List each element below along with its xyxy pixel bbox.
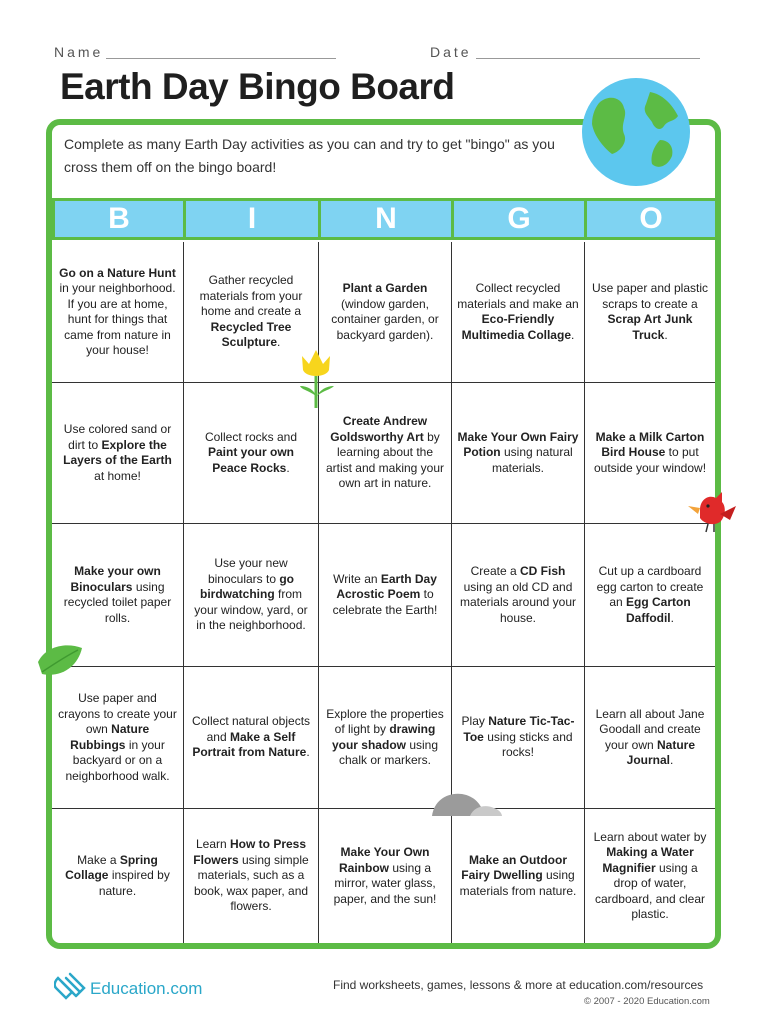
bingo-cell: [52, 667, 183, 808]
activity-detail: Collect rocks and: [204, 429, 298, 444]
copyright-text: © 2007 - 2020 Education.com: [584, 996, 710, 1007]
cell-text: [457, 430, 579, 477]
cell-text: [590, 707, 710, 769]
activity-detail: in your backyard or on a neighborhood walk.: [65, 737, 170, 783]
activity-detail: Learn: [195, 837, 230, 852]
name-field: [54, 44, 103, 60]
activity-name: CD Fish: [520, 564, 566, 578]
cell-text: [457, 714, 579, 761]
activity-detail: using recycled toilet paper rolls.: [63, 579, 172, 625]
cell-text: [189, 714, 313, 761]
cell-text: [57, 266, 178, 359]
activity-detail: Explore the properties of light by: [326, 706, 444, 736]
bingo-cell: [319, 667, 451, 808]
globe-icon: [580, 76, 692, 188]
activity-name: Make an Outdoor Fairy Dwelling: [461, 852, 567, 883]
activity-detail: .: [670, 610, 674, 625]
activity-name: Paint your own Peace Rocks: [207, 445, 294, 475]
bingo-cell: [52, 242, 183, 382]
cell-text: [590, 830, 710, 923]
activity-detail: using materials from nature.: [459, 868, 577, 898]
activity-name: Eco-Friendly Multimedia Collage: [461, 312, 571, 342]
activity-detail: Use your new binoculars to: [207, 556, 288, 586]
activity-detail: .: [286, 460, 290, 475]
cardinal-bird-icon: [686, 490, 738, 534]
bingo-cell: [585, 667, 715, 808]
leaf-icon: [36, 642, 84, 680]
activity-name: Recycled Tree Sculpture: [210, 319, 292, 350]
activity-detail: Use paper and crayons to create your own: [58, 691, 177, 736]
activity-name: Spring Collage: [65, 852, 158, 883]
rock-icon: [430, 790, 504, 818]
cell-text: [189, 556, 313, 634]
date-field: [430, 44, 472, 60]
bingo-board: [46, 119, 721, 949]
activity-name: Plant a Garden: [342, 281, 428, 295]
activity-name: Nature Rubbings: [70, 722, 150, 752]
activity-detail: Learn about water by: [593, 829, 707, 844]
cell-text: [57, 853, 178, 900]
cell-text: [189, 430, 313, 477]
bingo-cell: [452, 524, 584, 666]
bingo-cell: [319, 383, 451, 523]
activity-name: Make a Self Portrait from Nature: [192, 729, 307, 760]
bingo-grid: [52, 242, 715, 943]
bingo-cell: [452, 383, 584, 523]
letter-n: N: [321, 201, 451, 237]
cell-text: [457, 564, 579, 626]
activity-detail: Cut up a cardboard egg carton to create an: [596, 564, 704, 609]
bingo-cell: [452, 809, 584, 943]
activity-detail: by learning about the artist and making your own art in nature.: [325, 429, 445, 491]
bingo-cell: [52, 809, 183, 943]
activity-name: Egg Carton Daffodil: [625, 595, 691, 625]
education-logo[interactable]: [54, 972, 202, 1006]
activity-name: Scrap Art Junk Truck: [607, 312, 693, 342]
activity-detail: Create a: [470, 564, 520, 578]
activity-name: How to Press Flowers: [193, 837, 307, 867]
cell-text: [324, 281, 446, 343]
activity-detail: .: [306, 745, 310, 760]
activity-detail: using chalk or markers.: [338, 737, 439, 767]
activity-detail: .: [571, 327, 575, 342]
cell-text: [457, 853, 579, 900]
cell-text: [590, 430, 710, 477]
bingo-cell: [585, 809, 715, 943]
cell-text: [590, 281, 710, 343]
activity-detail: Gather recycled materials from your home and create a: [199, 273, 303, 319]
cell-text: [324, 414, 446, 492]
activity-name: Make Your Own Fairy Potion: [457, 429, 579, 460]
activity-name: drawing your shadow: [331, 722, 436, 752]
activity-detail: Make a: [77, 852, 120, 867]
bingo-cell: [52, 383, 183, 523]
activity-name: Go on a Nature Hunt: [59, 265, 176, 280]
name-line: [106, 58, 336, 59]
bingo-cell: [184, 667, 318, 808]
bingo-cell: [184, 524, 318, 666]
activity-detail: using simple materials, such as a book, wax paper, and flowers.: [193, 852, 309, 914]
activity-detail: using a drop of water, cardboard, and clear plastic.: [594, 860, 706, 921]
activity-detail: inspired by nature.: [98, 868, 170, 898]
activity-detail: using sticks and rocks!: [483, 729, 573, 760]
letter-o: O: [587, 201, 715, 237]
footer-resources-link[interactable]: Find worksheets, games, lessons & more at education.com/resources: [333, 978, 704, 992]
cell-text: [57, 564, 178, 626]
tulip-icon: [296, 346, 338, 410]
bingo-letter-row: [52, 198, 715, 240]
cell-text: [57, 691, 178, 784]
cell-text: [189, 837, 313, 915]
activity-detail: at home!: [94, 468, 141, 483]
activity-name: go birdwatching: [199, 571, 295, 602]
page-title: Earth Day Bingo Board: [60, 66, 455, 107]
logo-text: Education.com: [90, 979, 203, 998]
activity-name: Nature Tic-Tac-Toe: [463, 714, 575, 744]
activity-name: Make your own Binoculars: [70, 564, 161, 594]
activity-detail: (window garden, container garden, or backyard garden).: [331, 296, 439, 342]
activity-detail: Collect natural objects and: [191, 714, 311, 744]
activity-detail: Play: [461, 714, 489, 729]
activity-name: Explore the Layers of the Earth: [63, 437, 172, 467]
activity-detail: Write an: [333, 571, 381, 586]
activity-detail: in your neighborhood. If you are at home, hunt for things that came from nature in your house!: [59, 281, 176, 357]
bingo-cell: [319, 524, 451, 666]
bingo-cell: [184, 809, 318, 943]
activity-detail: from your window, yard, or in the neighborhood.: [194, 587, 308, 633]
bingo-cell: [319, 242, 451, 382]
cell-text: [324, 572, 446, 619]
activity-detail: using natural materials.: [491, 445, 573, 475]
activity-detail: using an old CD and materials around your house.: [459, 579, 577, 625]
bingo-cell: [585, 242, 715, 382]
letter-i: I: [186, 201, 318, 237]
bingo-cell: [452, 242, 584, 382]
letter-g: G: [454, 201, 584, 237]
activity-detail: .: [670, 753, 674, 767]
activity-detail: .: [277, 335, 281, 350]
intro-text: Complete as many Earth Day activities as you can and try to get "bingo" as you cross them off on the bingo board!: [64, 136, 555, 175]
activity-detail: Use colored sand or dirt to: [63, 422, 172, 452]
activity-name: Nature Journal: [626, 737, 696, 767]
education-logo-icon: [54, 972, 86, 1006]
activity-name: Make Your Own Rainbow: [338, 845, 430, 875]
date-line: [476, 58, 700, 59]
activity-name: Make a Milk Carton Bird House: [595, 429, 705, 460]
cell-text: [324, 707, 446, 769]
activity-detail: Collect recycled materials and make an: [457, 281, 579, 311]
cell-text: [57, 422, 178, 484]
bingo-cell: [452, 667, 584, 808]
activity-detail: to put outside your window!: [593, 445, 707, 475]
activity-detail: Use paper and plastic scraps to create a: [591, 281, 709, 311]
name-label: Name: [54, 44, 104, 60]
cell-text: [457, 281, 579, 343]
activity-name: Earth Day Acrostic Poem: [336, 571, 437, 602]
bingo-cell: [585, 524, 715, 666]
activity-name: Create Andrew Goldsworthy Art: [330, 414, 428, 444]
cell-text: [590, 564, 710, 626]
bingo-cell: [319, 809, 451, 943]
date-label: Date: [430, 44, 472, 60]
letter-b: B: [55, 201, 183, 237]
activity-detail: .: [664, 327, 668, 342]
cell-text: [324, 845, 446, 907]
activity-detail: to celebrate the Earth!: [332, 587, 438, 617]
activity-name: Making a Water Magnifier: [602, 845, 694, 875]
activity-detail: using a mirror, water glass, paper, and the sun!: [333, 860, 437, 906]
activity-detail: Learn all about Jane Goodall and create your own: [595, 706, 705, 752]
cell-text: [189, 273, 313, 351]
